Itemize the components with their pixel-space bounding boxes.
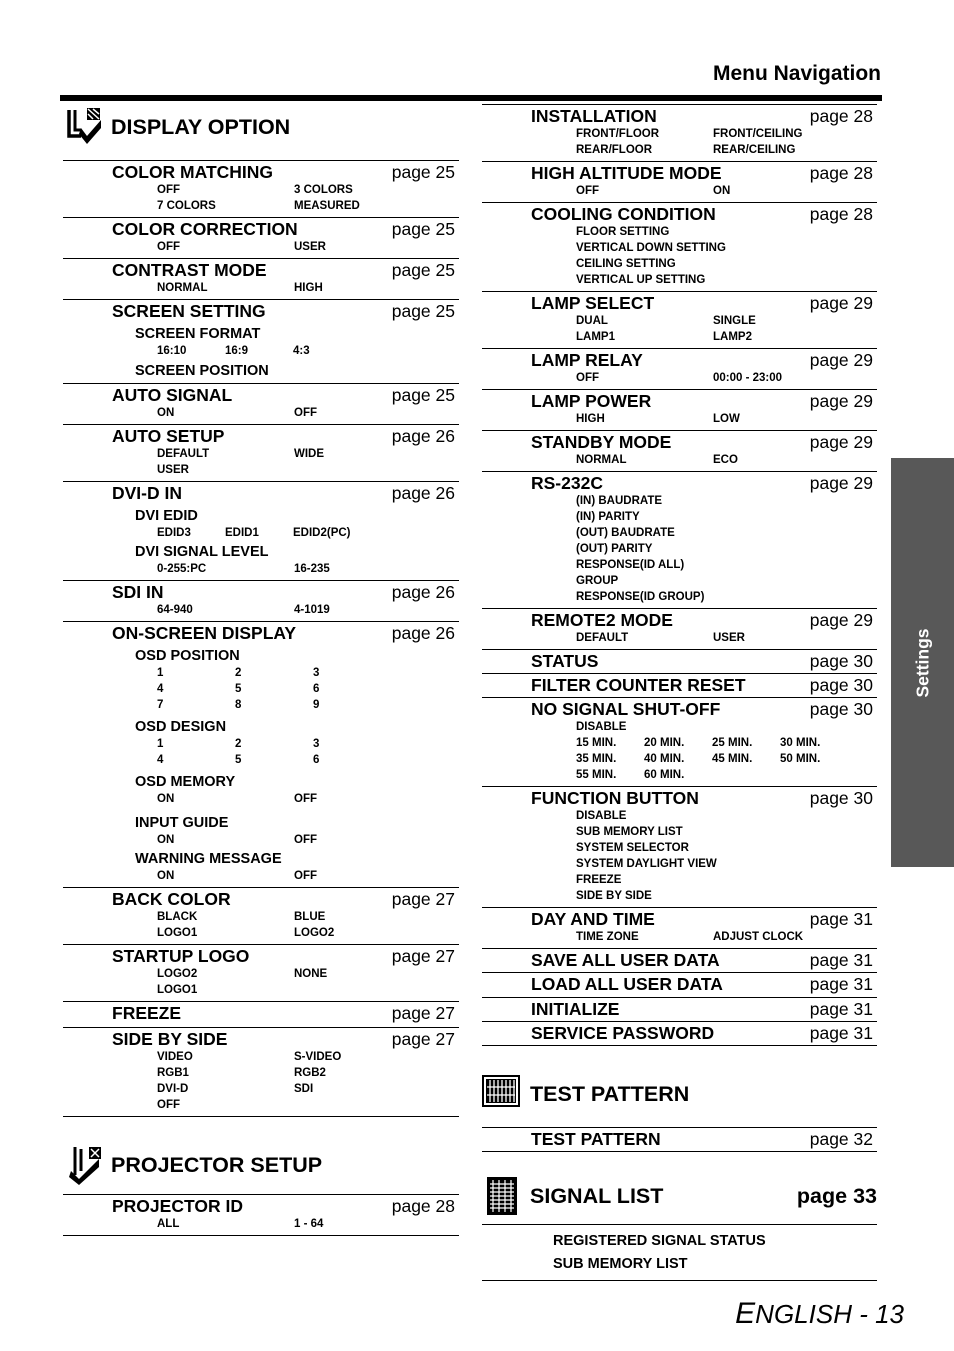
settings-side-tab[interactable] — [891, 458, 954, 867]
item-name: CONTRAST MODE — [112, 260, 267, 280]
menu-item-color-matching[interactable] — [63, 160, 459, 217]
option: DVI-D — [157, 1083, 189, 1095]
item-name: COLOR CORRECTION — [112, 219, 298, 239]
option: ECO — [713, 454, 738, 466]
option: USER — [713, 632, 745, 644]
menu-item-save-all-user-data[interactable] — [482, 948, 877, 972]
item-page: page 25 — [391, 301, 455, 321]
menu-item-startup-logo[interactable] — [63, 944, 459, 1001]
menu-item-screen-setting[interactable] — [63, 299, 459, 383]
option: 40 MIN. — [644, 753, 685, 765]
page-footer — [735, 1297, 904, 1331]
display-option-icon — [67, 106, 103, 146]
menu-item-contrast-mode[interactable] — [63, 258, 459, 299]
submenu-screen-position: SCREEN POSITION — [135, 363, 269, 379]
option: 45 MIN. — [712, 753, 753, 765]
option: 20 MIN. — [644, 737, 685, 749]
option: RESPONSE(ID ALL) — [576, 559, 685, 571]
submenu-osd-memory: OSD MEMORY — [135, 774, 236, 790]
option: ON — [157, 834, 175, 846]
option: 25 MIN. — [712, 737, 753, 749]
header-rule — [60, 95, 882, 101]
option: 0-255:PC — [157, 563, 207, 575]
signal-list-sub-memory-list[interactable]: SUB MEMORY LIST — [553, 1256, 688, 1272]
option: (OUT) BAUDRATE — [576, 527, 675, 539]
option: 55 MIN. — [576, 769, 617, 781]
item-page: page 27 — [391, 946, 455, 966]
option: DISABLE — [576, 721, 627, 733]
option: WIDE — [294, 448, 325, 460]
option: 3 COLORS — [294, 184, 353, 196]
option: NONE — [294, 968, 328, 980]
header-title: Menu Navigation — [712, 62, 881, 85]
menu-item-lamp-relay[interactable] — [482, 348, 877, 389]
option: ON — [157, 793, 175, 805]
item-page: page 25 — [391, 260, 455, 280]
item-page: page 25 — [391, 219, 455, 239]
option: OFF — [294, 407, 317, 419]
option-grid — [482, 735, 877, 783]
option: OFF — [294, 870, 317, 882]
option: GROUP — [576, 575, 619, 587]
option: BLUE — [294, 911, 326, 923]
item-page: page 29 — [809, 473, 873, 493]
option: 50 MIN. — [780, 753, 821, 765]
option: 2 — [235, 738, 242, 750]
option: USER — [294, 241, 326, 253]
option: 5 — [235, 683, 242, 695]
option: (IN) PARITY — [576, 511, 640, 523]
footer-page-label: NGLISH - 13 — [755, 1299, 904, 1329]
item-name: STATUS — [531, 651, 599, 671]
option: EDID2(PC) — [293, 527, 351, 539]
option-list — [63, 343, 459, 359]
option-list — [63, 868, 459, 884]
item-page: page 25 — [391, 385, 455, 405]
menu-item-initialize[interactable] — [482, 997, 877, 1021]
option: SUB MEMORY LIST — [576, 826, 683, 838]
item-name: BACK COLOR — [112, 889, 231, 909]
option-list — [482, 452, 877, 468]
menu-item-color-correction[interactable] — [63, 217, 459, 258]
option: SYSTEM DAYLIGHT VIEW — [576, 858, 717, 870]
signal-list-page: page 33 — [796, 1184, 877, 1208]
option: 4-1019 — [294, 604, 330, 616]
option: OFF — [157, 1099, 180, 1111]
test-pattern-title: TEST PATTERN — [530, 1082, 690, 1106]
option: 4 — [157, 683, 164, 695]
option-list — [482, 808, 877, 904]
menu-item-load-all-user-data[interactable] — [482, 972, 877, 997]
menu-item-dvi-d-in[interactable] — [63, 481, 459, 580]
item-name: DVI-D IN — [112, 483, 182, 503]
option: 7 — [157, 699, 164, 711]
option-list — [482, 493, 877, 605]
option: NORMAL — [157, 282, 208, 294]
option-list — [482, 411, 877, 427]
menu-item-day-and-time[interactable] — [482, 907, 877, 948]
projector-setup-header — [63, 1117, 459, 1194]
item-page: page 31 — [809, 999, 873, 1019]
menu-item-back-color[interactable] — [63, 887, 459, 944]
option: DEFAULT — [157, 448, 210, 460]
item-page: page 28 — [809, 106, 873, 126]
item-page: page 29 — [809, 293, 873, 313]
option: 8 — [235, 699, 242, 711]
item-page: page 29 — [809, 350, 873, 370]
item-name: SAVE ALL USER DATA — [531, 950, 720, 970]
menu-item-cooling-condition[interactable] — [482, 202, 877, 291]
item-name: NO SIGNAL SHUT-OFF — [531, 699, 721, 719]
option-list — [482, 630, 877, 646]
option: 5 — [235, 754, 242, 766]
menu-item-installation[interactable] — [482, 104, 877, 161]
menu-item-lamp-power[interactable] — [482, 389, 877, 430]
option: CEILING SETTING — [576, 258, 676, 270]
submenu-input-guide: INPUT GUIDE — [135, 815, 229, 831]
option-list — [482, 929, 877, 945]
option-list — [63, 561, 459, 577]
option: HIGH — [576, 413, 605, 425]
item-page: page 31 — [809, 909, 873, 929]
option: TIME ZONE — [576, 931, 639, 943]
option: LOGO1 — [157, 984, 198, 996]
option: S-VIDEO — [294, 1051, 342, 1063]
menu-item-remote2-mode[interactable] — [482, 608, 877, 649]
option: 1 - 64 — [294, 1218, 324, 1230]
menu-item-test-pattern[interactable] — [482, 1127, 877, 1152]
item-name: REMOTE2 MODE — [531, 610, 673, 630]
option: 16:9 — [225, 345, 249, 357]
item-page: page 26 — [391, 483, 455, 503]
option: OFF — [294, 793, 317, 805]
item-page: page 31 — [809, 974, 873, 994]
signal-list-title: SIGNAL LIST — [530, 1184, 664, 1208]
option: EDID1 — [225, 527, 259, 539]
submenu-osd-position: OSD POSITION — [135, 648, 240, 664]
option: 64-940 — [157, 604, 193, 616]
menu-item-lamp-select[interactable] — [482, 291, 877, 348]
option-list — [63, 966, 459, 998]
option-list — [63, 446, 459, 478]
option-list — [482, 313, 877, 345]
item-name: LAMP POWER — [531, 391, 652, 411]
option: ON — [157, 870, 175, 882]
option: USER — [157, 464, 189, 476]
option-list — [63, 1049, 459, 1113]
option: 35 MIN. — [576, 753, 617, 765]
projector-setup-icon — [67, 1145, 103, 1187]
item-name: STARTUP LOGO — [112, 946, 250, 966]
menu-item-filter-counter-reset[interactable] — [482, 673, 877, 697]
option: (IN) BAUDRATE — [576, 495, 663, 507]
item-page: page 29 — [809, 391, 873, 411]
item-name: LAMP SELECT — [531, 293, 655, 313]
item-name: INSTALLATION — [531, 106, 657, 126]
option: 1 — [157, 738, 164, 750]
option-list — [63, 239, 459, 255]
option: 00:00 - 23:00 — [713, 372, 783, 384]
option: 16-235 — [294, 563, 330, 575]
option: SYSTEM SELECTOR — [576, 842, 689, 854]
item-name: DAY AND TIME — [531, 909, 655, 929]
option: 9 — [313, 699, 320, 711]
option-list — [63, 1216, 459, 1232]
item-page: page 30 — [809, 651, 873, 671]
signal-list-registered-status[interactable]: REGISTERED SIGNAL STATUS — [553, 1233, 766, 1249]
menu-item-projector-id[interactable] — [63, 1194, 459, 1236]
option-list — [63, 182, 459, 214]
option: HIGH — [294, 282, 323, 294]
menu-item-sdi-in[interactable] — [63, 580, 459, 621]
menu-item-auto-signal[interactable] — [63, 383, 459, 424]
option: FLOOR SETTING — [576, 226, 670, 238]
left-column — [63, 104, 459, 1236]
option: FRONT/FLOOR — [576, 128, 660, 140]
item-page: page 27 — [391, 1029, 455, 1049]
option-list — [63, 525, 459, 541]
item-name: SIDE BY SIDE — [112, 1029, 228, 1049]
option: ON — [157, 407, 175, 419]
item-name: FILTER COUNTER RESET — [531, 675, 746, 695]
menu-item-no-signal-shut-off[interactable] — [482, 697, 877, 786]
item-page: page 28 — [809, 204, 873, 224]
option: OFF — [157, 241, 180, 253]
item-name: COLOR MATCHING — [112, 162, 274, 182]
option-list — [482, 183, 877, 199]
item-name: AUTO SIGNAL — [112, 385, 233, 405]
menu-item-function-button[interactable] — [482, 786, 877, 907]
display-option-header — [63, 104, 459, 160]
option-grid — [63, 665, 459, 713]
option-list — [63, 909, 459, 941]
option-list — [63, 602, 459, 618]
item-page: page 30 — [809, 788, 873, 808]
option: BLACK — [157, 911, 198, 923]
option: 6 — [313, 754, 320, 766]
menu-item-status[interactable] — [482, 649, 877, 673]
option: 2 — [235, 667, 242, 679]
footer-first-letter: E — [735, 1297, 756, 1330]
option: SINGLE — [713, 315, 756, 327]
item-page: page 28 — [391, 1196, 455, 1216]
item-name: ON-SCREEN DISPLAY — [112, 623, 297, 643]
item-page: page 30 — [809, 675, 873, 695]
option: 7 COLORS — [157, 200, 216, 212]
test-pattern-header — [482, 1046, 877, 1127]
item-name: TEST PATTERN — [531, 1129, 661, 1149]
option: 4 — [157, 754, 164, 766]
option: 6 — [313, 683, 320, 695]
item-page: page 28 — [809, 163, 873, 183]
item-page: page 31 — [809, 950, 873, 970]
option-list — [482, 719, 877, 735]
item-page: page 29 — [809, 432, 873, 452]
option: 3 — [313, 738, 320, 750]
item-page: page 27 — [391, 1003, 455, 1023]
menu-item-high-altitude-mode[interactable] — [482, 161, 877, 202]
menu-item-on-screen-display[interactable] — [63, 621, 459, 887]
item-page: page 26 — [391, 623, 455, 643]
item-page: page 26 — [391, 582, 455, 602]
item-name: SERVICE PASSWORD — [531, 1023, 715, 1043]
option: (OUT) PARITY — [576, 543, 653, 555]
option: FRONT/CEILING — [713, 128, 803, 140]
option: ON — [713, 185, 731, 197]
option: OFF — [157, 184, 180, 196]
item-page: page 25 — [391, 162, 455, 182]
menu-item-standby-mode[interactable] — [482, 430, 877, 471]
submenu-warning-message: WARNING MESSAGE — [135, 851, 282, 867]
item-name: PROJECTOR ID — [112, 1196, 243, 1216]
menu-item-side-by-side[interactable] — [63, 1027, 459, 1117]
option: 16:10 — [157, 345, 187, 357]
option: OFF — [576, 185, 599, 197]
display-option-title: DISPLAY OPTION — [111, 115, 291, 139]
option: LOGO1 — [157, 927, 198, 939]
option-grid — [63, 736, 459, 768]
item-name: SDI IN — [112, 582, 164, 602]
signal-list-icon — [486, 1176, 518, 1216]
item-name: HIGH ALTITUDE MODE — [531, 163, 722, 183]
menu-item-auto-setup[interactable] — [63, 424, 459, 481]
option: SDI — [294, 1083, 314, 1095]
signal-list-header — [482, 1152, 877, 1224]
option: LOGO2 — [294, 927, 335, 939]
option: 30 MIN. — [780, 737, 821, 749]
item-name: FREEZE — [112, 1003, 182, 1023]
option: RESPONSE(ID GROUP) — [576, 591, 705, 603]
option: 3 — [313, 667, 320, 679]
item-name: LOAD ALL USER DATA — [531, 974, 723, 994]
option: OFF — [576, 372, 599, 384]
option: VERTICAL UP SETTING — [576, 274, 706, 286]
item-page: page 30 — [809, 699, 873, 719]
option: RGB2 — [294, 1067, 326, 1079]
submenu-dvi-edid: DVI EDID — [135, 508, 198, 524]
item-name: LAMP RELAY — [531, 350, 643, 370]
submenu-dvi-signal-level: DVI SIGNAL LEVEL — [135, 544, 269, 560]
signal-list-items — [482, 1224, 877, 1281]
option: SIDE BY SIDE — [576, 890, 652, 902]
option: 1 — [157, 667, 164, 679]
item-name: AUTO SETUP — [112, 426, 225, 446]
option: FREEZE — [576, 874, 622, 886]
submenu-osd-design: OSD DESIGN — [135, 719, 227, 735]
item-name: INITIALIZE — [531, 999, 620, 1019]
option: 60 MIN. — [644, 769, 685, 781]
item-page: page 32 — [809, 1129, 873, 1149]
option-list — [482, 224, 877, 288]
option: LOGO2 — [157, 968, 198, 980]
option: LOW — [713, 413, 740, 425]
option-list — [63, 405, 459, 421]
option: NORMAL — [576, 454, 627, 466]
test-pattern-icon — [482, 1075, 520, 1107]
option: REAR/FLOOR — [576, 144, 653, 156]
option: 15 MIN. — [576, 737, 617, 749]
item-name: FUNCTION BUTTON — [531, 788, 699, 808]
item-page: page 27 — [391, 889, 455, 909]
option-list — [63, 791, 459, 807]
item-name: RS-232C — [531, 473, 603, 493]
option: VIDEO — [157, 1051, 193, 1063]
item-page: page 29 — [809, 610, 873, 630]
item-name: SCREEN SETTING — [112, 301, 266, 321]
option: VERTICAL DOWN SETTING — [576, 242, 726, 254]
option: ADJUST CLOCK — [713, 931, 804, 943]
option: LAMP1 — [576, 331, 615, 343]
submenu-screen-format: SCREEN FORMAT — [135, 326, 261, 342]
option: EDID3 — [157, 527, 191, 539]
item-page: page 26 — [391, 426, 455, 446]
option-list — [482, 370, 877, 386]
right-column — [482, 104, 877, 1281]
option: DISABLE — [576, 810, 627, 822]
option-list — [63, 280, 459, 296]
option: DEFAULT — [576, 632, 629, 644]
side-tab-label: Settings — [912, 627, 932, 698]
item-name: COOLING CONDITION — [531, 204, 716, 224]
option: LAMP2 — [713, 331, 752, 343]
option-list — [63, 832, 459, 848]
projector-setup-title: PROJECTOR SETUP — [111, 1153, 323, 1177]
item-name: STANDBY MODE — [531, 432, 672, 452]
option: ALL — [157, 1218, 180, 1230]
option: MEASURED — [294, 200, 360, 212]
option: RGB1 — [157, 1067, 189, 1079]
option-list — [482, 126, 877, 158]
menu-item-service-password[interactable] — [482, 1021, 877, 1046]
option: OFF — [294, 834, 317, 846]
option: REAR/CEILING — [713, 144, 796, 156]
menu-item-rs-232c[interactable] — [482, 471, 877, 608]
menu-item-freeze[interactable] — [63, 1001, 459, 1027]
option: 4:3 — [293, 345, 310, 357]
item-page: page 31 — [809, 1023, 873, 1043]
option: DUAL — [576, 315, 608, 327]
